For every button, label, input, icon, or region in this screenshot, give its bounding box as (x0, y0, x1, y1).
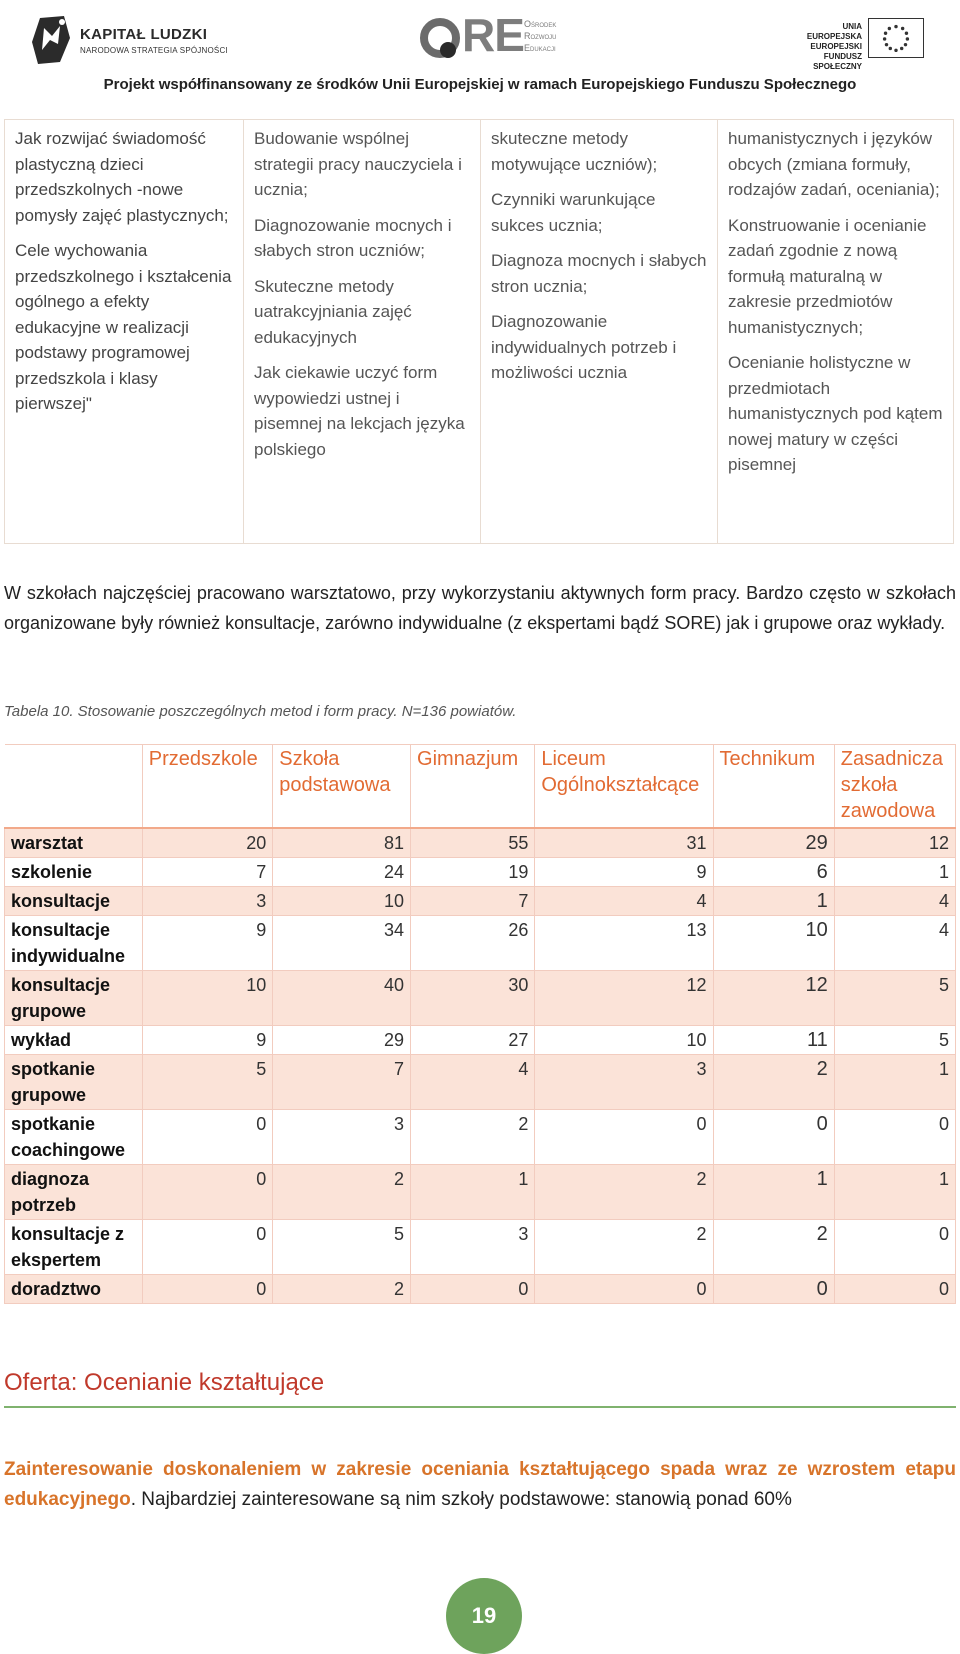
table-row (5, 858, 956, 887)
table-cell: 26 (411, 916, 535, 971)
table-cell: 19 (411, 858, 535, 887)
table-row (5, 1220, 956, 1275)
eu-text (790, 22, 862, 72)
table-cell: 0 (535, 1275, 713, 1304)
course-topic: Cele wychowania przedszkolnego i kształcenia ogólnego a efekty edukacyjne w realizacji podstawy programowej przedszkola i klasy pierwszej" (15, 241, 232, 413)
table-cell: 81 (273, 828, 411, 858)
ore-text (524, 18, 557, 54)
course-topics-table (4, 119, 954, 544)
table-cell: 7 (273, 1055, 411, 1110)
eu-line: FUNDUSZ SPOŁECZNY (813, 52, 862, 71)
table-cell: 5 (273, 1220, 411, 1275)
table-cell: 0 (834, 1110, 955, 1165)
table-header-row (5, 745, 956, 829)
ore-line: Rozwoju (524, 31, 557, 41)
header-caption: Projekt współfinansowany ze środków Unii Europejskiej w ramach Europejskiego Funduszu Społecznego (103, 76, 857, 93)
table-cell: 4 (411, 1055, 535, 1110)
ore-o-icon (420, 18, 460, 58)
course-topic: Ocenianie holistyczne w przedmiotach humanistycznych pod kątem nowej matury w części pisemnej (728, 353, 943, 474)
course-topic: Diagnozowanie indywidualnych potrzeb i możliwości ucznia (491, 312, 677, 382)
table-cell: 0 (713, 1275, 834, 1304)
table-cell: 2 (713, 1220, 834, 1275)
table-cell: 1 (411, 1165, 535, 1220)
table-cell: 30 (411, 971, 535, 1026)
eu-line: EUROPEJSKI (810, 42, 862, 51)
table-cell: 5 (834, 1026, 955, 1055)
column-header: Szkoła podstawowa (273, 745, 411, 829)
table-cell: 0 (713, 1110, 834, 1165)
course-topic: Czynniki warunkujące sukces ucznia; (491, 190, 656, 235)
table-cell: 55 (411, 828, 535, 858)
table-caption: Tabela 10. Stosowanie poszczególnych metod i form pracy. N=136 powiatów. (4, 703, 517, 720)
table-cell: 10 (142, 971, 273, 1026)
kapital-ludzki-title: KAPITAŁ LUDZKI (80, 26, 208, 43)
row-label: szkolenie (5, 858, 143, 887)
column-header: Przedszkole (142, 745, 273, 829)
table-cell: 3 (142, 887, 273, 916)
eu-line: UNIA EUROPEJSKA (806, 22, 862, 41)
table-cell: 2 (273, 1275, 411, 1304)
table-cell: 11 (713, 1026, 834, 1055)
course-topic: Diagnozowanie mocnych i słabych stron uczniów; (254, 215, 452, 260)
kapital-ludzki-logo (30, 10, 230, 72)
course-topic: Budowanie wspólnej strategii pracy nauczyciela i ucznia; (254, 129, 462, 199)
table-cell: 12 (713, 971, 834, 1026)
ore-letters: RE (462, 9, 524, 61)
table-cell: 0 (834, 1220, 955, 1275)
table-cell: 1 (713, 887, 834, 916)
eu-logo (790, 18, 925, 71)
table-cell: 3 (411, 1220, 535, 1275)
table-cell: 12 (535, 971, 713, 1026)
course-column (480, 120, 717, 543)
page-header (0, 0, 960, 105)
course-topic: Jak ciekawie uczyć form wypowiedzi ustnej i pisemnej na lekcjach języka polskiego (254, 363, 465, 459)
table-cell: 0 (535, 1110, 713, 1165)
table-cell: 4 (834, 887, 955, 916)
table-cell: 10 (535, 1026, 713, 1055)
course-topic: Skuteczne metody uatrakcyjniania zajęć edukacyjnych (254, 276, 412, 347)
page-number-badge (446, 1578, 522, 1654)
table-cell: 34 (273, 916, 411, 971)
table-cell: 3 (535, 1055, 713, 1110)
ore-line: Edukacji (524, 43, 556, 53)
row-label: doradztwo (5, 1275, 143, 1304)
table-cell: 5 (142, 1055, 273, 1110)
final-paragraph-rest: . Najbardziej zainteresowane są nim szkoły podstawowe: stanowią ponad 60% (130, 1489, 792, 1510)
table-cell: 9 (142, 1026, 273, 1055)
table-cell: 13 (535, 916, 713, 971)
header-blank-cell (5, 745, 143, 829)
table-cell: 0 (142, 1165, 273, 1220)
table-cell: 7 (142, 858, 273, 887)
table-cell: 3 (273, 1110, 411, 1165)
section-title: Oferta: Ocenianie kształtujące (4, 1369, 325, 1396)
table-row (5, 1026, 956, 1055)
row-label: konsultacje grupowe (5, 971, 143, 1026)
table-cell: 12 (834, 828, 955, 858)
table-cell: 2 (713, 1055, 834, 1110)
row-label: konsultacje z ekspertem (5, 1220, 143, 1275)
table-cell: 0 (142, 1275, 273, 1304)
table-cell: 2 (273, 1165, 411, 1220)
table-cell: 31 (535, 828, 713, 858)
table-cell: 24 (273, 858, 411, 887)
table-row (5, 1275, 956, 1304)
course-topic: Konstruowanie i ocenianie zadań zgodnie z nową formułą maturalną w zakresie przedmiotów humanistycznych; (728, 215, 927, 337)
row-label: warsztat (5, 828, 143, 858)
row-label: diagnoza potrzeb (5, 1165, 143, 1220)
row-label: konsultacje indywidualne (5, 916, 143, 971)
course-topic: Jak rozwijać świadomość plastyczną dzieci przedszkolnych -nowe pomysły zajęć plastycznych; (15, 129, 229, 225)
row-label: konsultacje (5, 887, 143, 916)
course-topic: skuteczne metody motywujące uczniów); (491, 129, 658, 174)
table-cell: 0 (142, 1220, 273, 1275)
final-paragraph (4, 1455, 956, 1515)
table-cell: 1 (713, 1165, 834, 1220)
table-row (5, 971, 956, 1026)
course-column (5, 120, 243, 543)
table-cell: 4 (834, 916, 955, 971)
table-cell: 1 (834, 1165, 955, 1220)
row-label: spotkanie grupowe (5, 1055, 143, 1110)
table-cell: 1 (834, 858, 955, 887)
table-row (5, 1055, 956, 1110)
course-topic: Diagnoza mocnych i słabych stron ucznia; (491, 251, 707, 296)
table-row (5, 828, 956, 858)
column-header: Zasadnicza szkoła zawodowa (834, 745, 955, 829)
table-cell: 5 (834, 971, 955, 1026)
table-cell: 9 (535, 858, 713, 887)
row-label: wykład (5, 1026, 143, 1055)
table-cell: 2 (535, 1165, 713, 1220)
table-cell: 0 (142, 1110, 273, 1165)
section-divider (4, 1406, 956, 1408)
table-cell: 10 (273, 887, 411, 916)
table-cell: 2 (535, 1220, 713, 1275)
table-cell: 6 (713, 858, 834, 887)
table-cell: 7 (411, 887, 535, 916)
table-cell: 29 (713, 828, 834, 858)
table-cell: 40 (273, 971, 411, 1026)
column-header: Liceum Ogólnokształcące (535, 745, 713, 829)
ore-logo (420, 9, 570, 64)
ore-line: Ośrodek (524, 19, 557, 29)
eu-flag-icon (868, 18, 924, 58)
table-row (5, 887, 956, 916)
kapital-ludzki-subtitle: NARODOWA STRATEGIA SPÓJNOŚCI (80, 46, 228, 55)
methods-table (4, 744, 956, 1304)
table-cell: 1 (834, 1055, 955, 1110)
table-row (5, 1165, 956, 1220)
table-cell: 9 (142, 916, 273, 971)
column-header: Gimnazjum (411, 745, 535, 829)
table-row (5, 916, 956, 971)
table-cell: 29 (273, 1026, 411, 1055)
table-cell: 0 (834, 1275, 955, 1304)
table-row (5, 1110, 956, 1165)
kapital-ludzki-emblem-icon (30, 14, 74, 66)
column-header: Technikum (713, 745, 834, 829)
table-cell: 2 (411, 1110, 535, 1165)
course-topic: humanistycznych i języków obcych (zmiana formuły, rodzajów zadań, oceniania); (728, 129, 940, 199)
row-label: spotkanie coachingowe (5, 1110, 143, 1165)
course-column (243, 120, 480, 543)
table-cell: 4 (535, 887, 713, 916)
page-number: 19 (471, 1603, 497, 1628)
table-cell: 27 (411, 1026, 535, 1055)
table-cell: 0 (411, 1275, 535, 1304)
body-paragraph: W szkołach najczęściej pracowano warsztatowo, przy wykorzystaniu aktywnych form pracy. Bardzo często w szkołach organizowane były również konsultacje, zarówno indywidualne (z ekspertami bądź SORE) jak i grupowe oraz wykłady. (4, 583, 956, 633)
table-cell: 10 (713, 916, 834, 971)
table-cell: 20 (142, 828, 273, 858)
highlight-text: Zainteresowanie doskonaleniem w zakresie oceniania kształtującego spada wraz ze wzrostem etapu edukacyjnego (4, 1459, 956, 1510)
course-column (717, 120, 953, 543)
